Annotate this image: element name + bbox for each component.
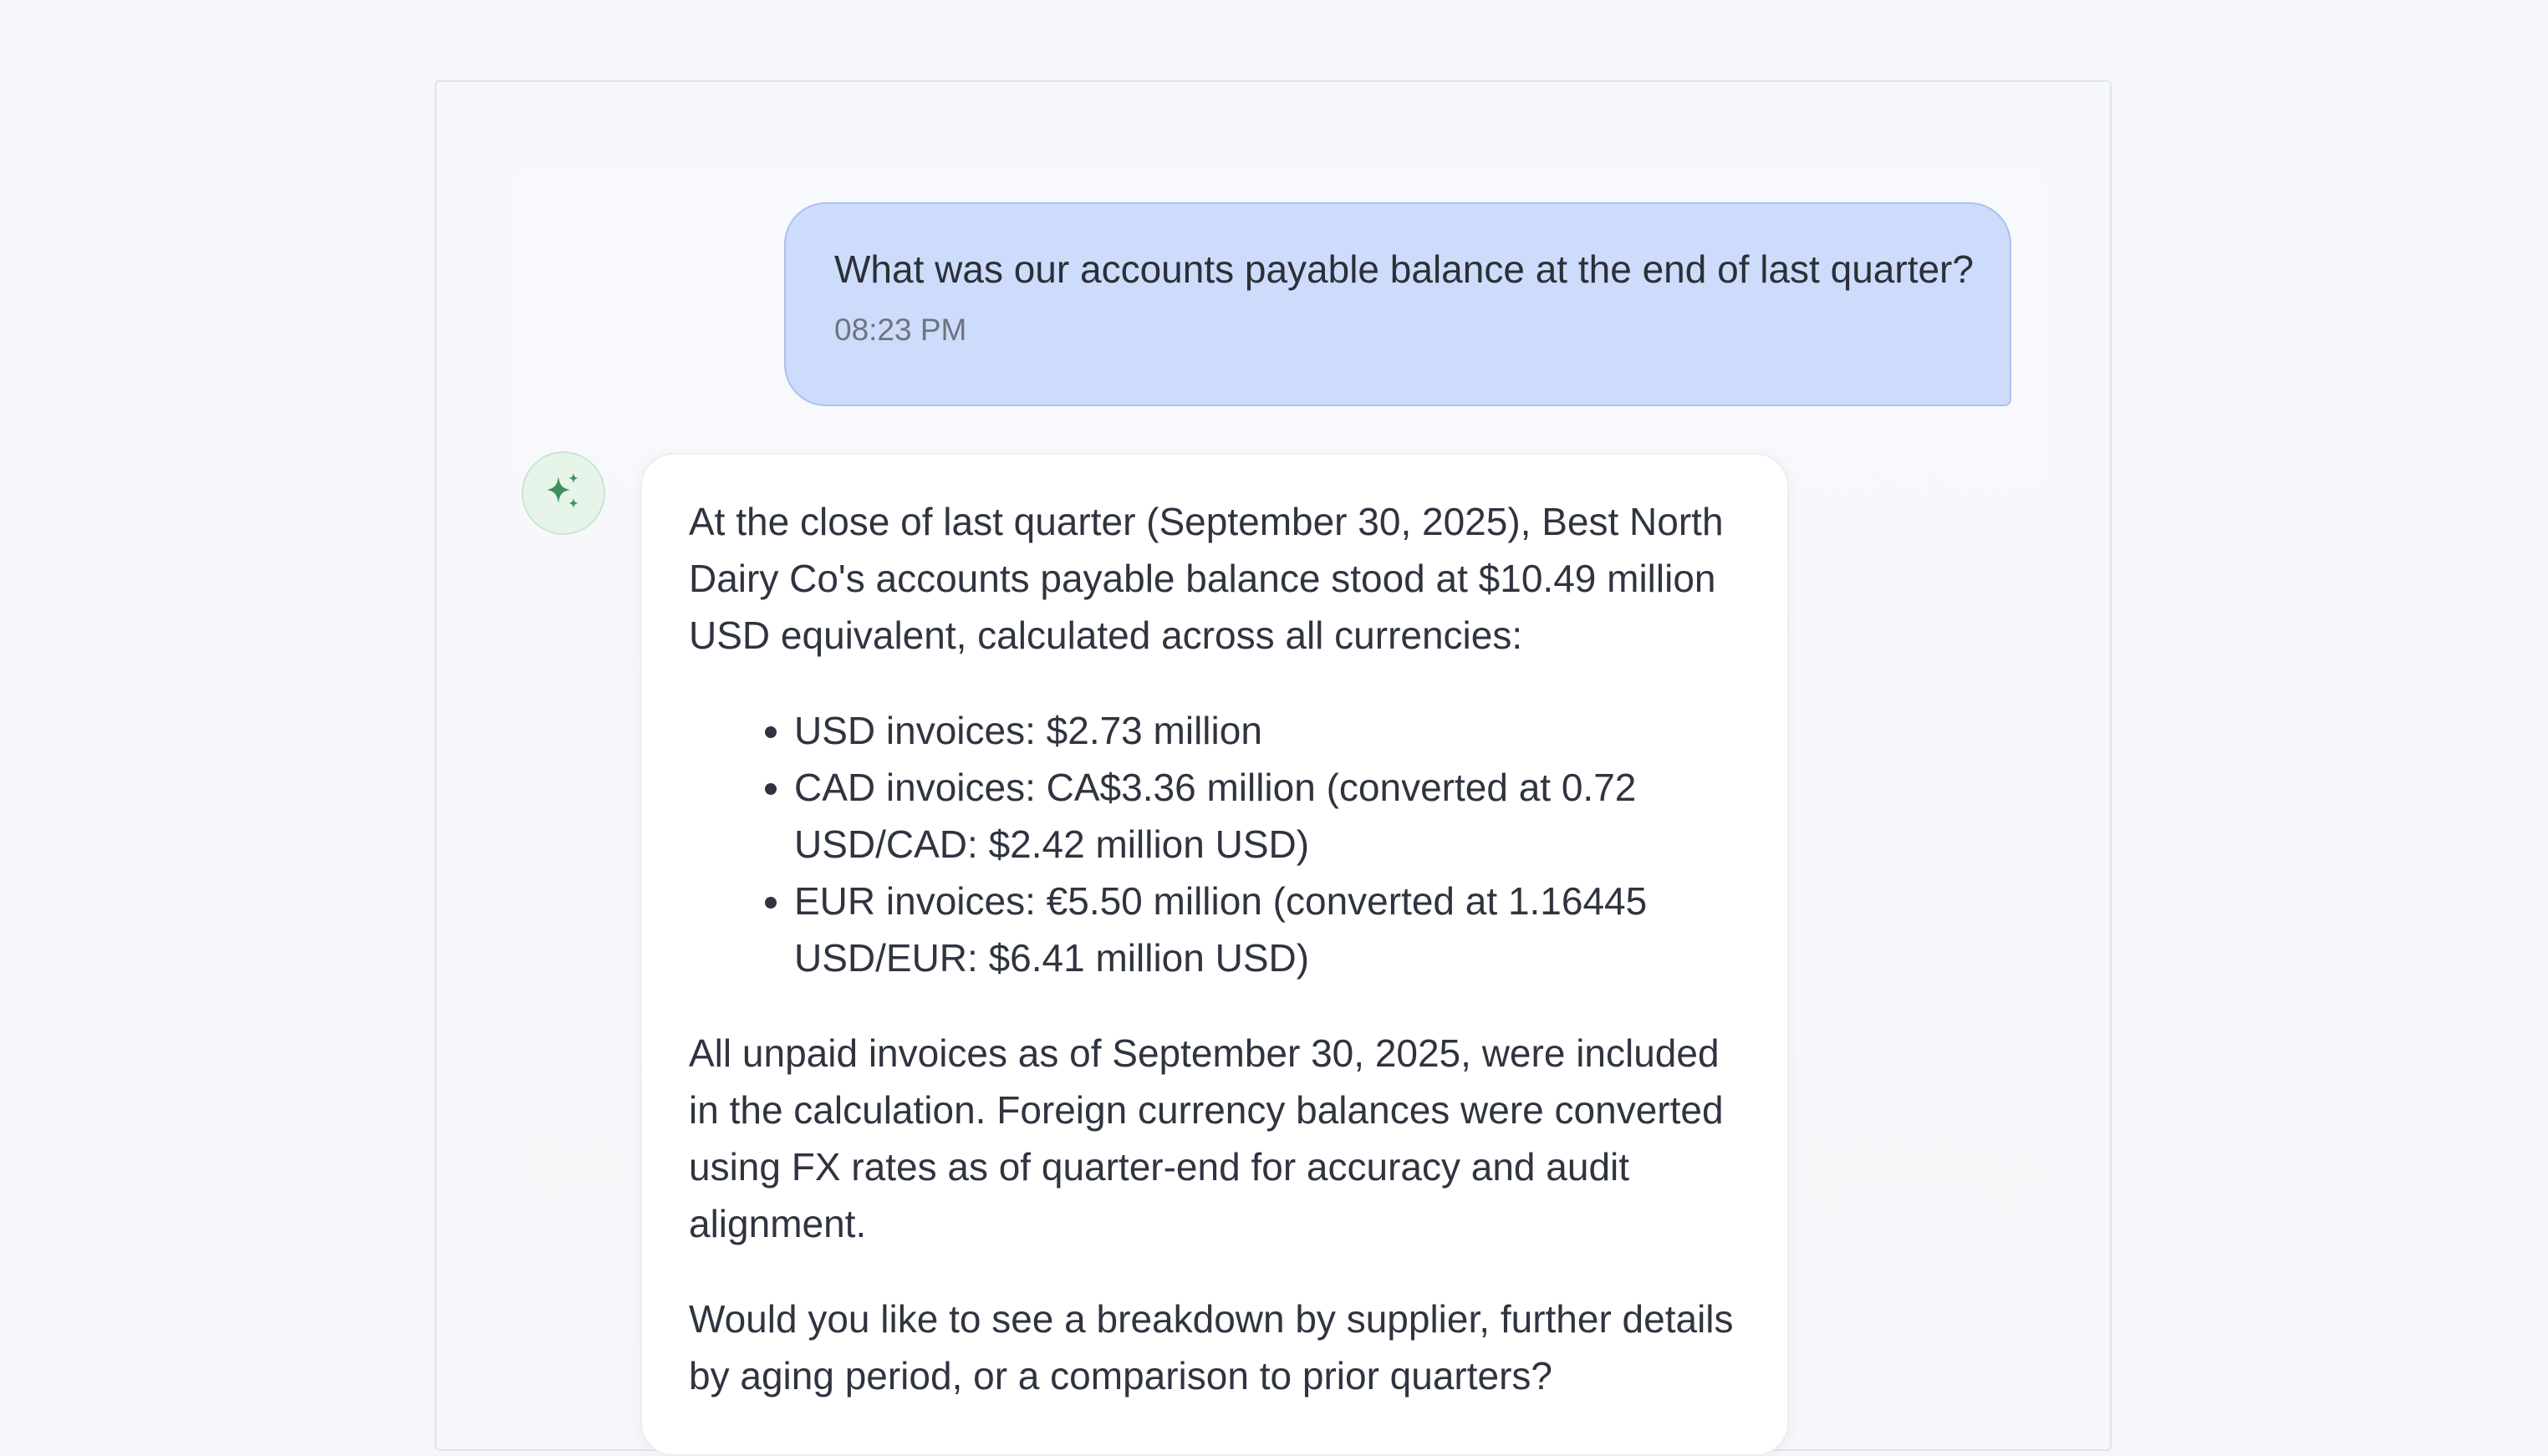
- sparkle-icon: [542, 470, 585, 517]
- assistant-paragraph-methodology: All unpaid invoices as of September 30, 2025, were included in the calculation. Foreign currency balances were converted using FX rates as of quarter-end for accuracy and audit alignment.: [689, 1031, 1724, 1245]
- list-item: • CAD invoices: CA$3.36 million (converted at 0.72 USD/CAD: $2.42 million USD): [794, 759, 1740, 873]
- list-item: • USD invoices: $2.73 million: [794, 702, 1740, 759]
- assistant-paragraph-followup: Would you like to see a breakdown by supplier, further details by aging period, or a comparison to prior quarters?: [689, 1297, 1734, 1397]
- assistant-avatar: [522, 451, 605, 535]
- currency-breakdown-list: [689, 702, 1740, 986]
- user-message-timestamp: 08:23 PM: [834, 313, 967, 347]
- user-message-bubble: [784, 202, 2011, 406]
- user-message-text: What was our accounts payable balance at the end of last quarter?: [834, 247, 1974, 291]
- list-item: • EUR invoices: €5.50 million (converted at 1.16445 USD/EUR: $6.41 million USD): [794, 873, 1740, 986]
- assistant-intro-text: At the close of last quarter (September 30, 2025), Best North Dairy Co's accounts payable balance stood at $10.49 million USD equivalent, calculated across all currencies:: [689, 500, 1724, 657]
- assistant-message-bubble: [640, 453, 1789, 1456]
